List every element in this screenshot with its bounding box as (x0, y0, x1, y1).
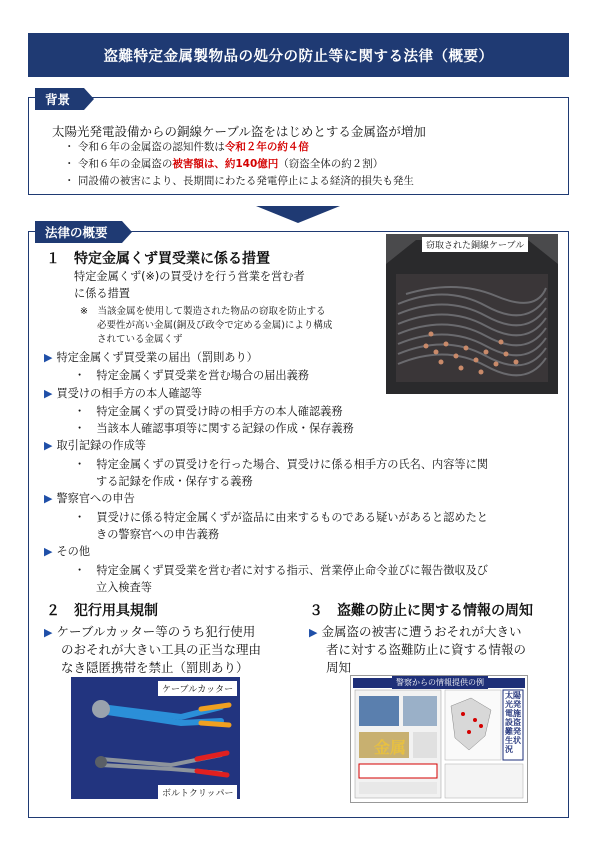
section1-note: ※ 当該金属を使用して製造された物品の窃取を防止する (80, 306, 326, 317)
measure-item: ▶ 警察官への申告 (44, 492, 135, 505)
section1-heading: １ 特定金属くず買受業に係る措置 (46, 251, 270, 267)
background-lead: 太陽光発電設備からの銅線ケーブル盗をはじめとする金属盗が増加 (52, 124, 426, 139)
triangle-bullet-icon: ▶ (44, 492, 53, 505)
poster-title: 警察からの情報提供の例 (392, 676, 488, 689)
triangle-bullet-icon: ▶ (44, 439, 53, 452)
measure-item: ▶ 取引記録の作成等 (44, 439, 146, 452)
section3-text: 周知 (326, 660, 352, 675)
triangle-bullet-icon: ▶ (44, 626, 53, 639)
photo-caption: 窃取された銅線ケーブル (422, 237, 528, 252)
measure-detail: ・ 特定金属くず買受業を営む場合の届出義務 (74, 369, 309, 382)
section1-intro: 特定金属くず(※)の買受けを行う営業を営む者 (74, 270, 305, 283)
stolen-cable-photo (386, 234, 558, 394)
bolt-clipper-label: ボルトクリッパー (158, 785, 237, 800)
measure-detail: ・ 特定金属くず買受業を営む者に対する指示、営業停止命令並びに報告徴収及び (74, 564, 488, 577)
measure-detail: 立入検査等 (96, 581, 152, 594)
page-title: 盗難特定金属製物品の処分の防止等に関する法律（概要） (28, 33, 569, 77)
background-item: ・ 令和６年の金属盗の被害額は、約140億円（窃盗全体の約２割） (64, 158, 384, 170)
triangle-bullet-icon: ▶ (44, 387, 53, 400)
section2-text: なき隠匿携帯を禁止（罰則あり） (61, 660, 249, 675)
section3-heading: ３ 盗難の防止に関する情報の周知 (309, 603, 533, 619)
background-item: ・ 同設備の被害により、長期間にわたる発電停止による経済的損失も発生 (64, 175, 414, 187)
measure-detail: ・ 買受けに係る特定金属くずが盗品に由来するものである疑いがあると認めたと (74, 511, 488, 524)
measure-detail: きの警察官への申告義務 (96, 528, 220, 541)
measure-detail: ・ 特定金属くずの買受けを行った場合、買受けに係る相手方の氏名、内容等に関 (74, 458, 488, 471)
section1-intro: に係る措置 (74, 287, 130, 300)
section1-note: 必要性が高い金属(銅及び政令で定める金属)により構成 (97, 320, 333, 331)
measure-item: ▶ その他 (44, 545, 91, 558)
background-item: ・ 令和６年の金属盗の認知件数は令和２年の約４倍 (64, 141, 309, 153)
measure-item: ▶ 特定金属くず買受業の届出（罰則あり） (44, 351, 258, 364)
background-tab: 背景 (35, 88, 84, 110)
poster-side-text: 太陽光発電施設盗難発生状況 (505, 691, 521, 754)
cable-cutter-label: ケーブルカッター (158, 681, 237, 696)
section2-text: のおそれが大きい工具の正当な理由 (61, 642, 262, 657)
measure-detail: する記録を作成・保存する義務 (96, 475, 253, 488)
measure-item: ▶ 買受けの相手方の本人確認等 (44, 387, 202, 400)
section3-text: ▶ 金属盗の被害に遭うおそれが大きい (309, 624, 522, 639)
section1-note: されている金属くず (97, 334, 183, 345)
triangle-bullet-icon: ▶ (309, 626, 318, 639)
overview-tab: 法律の概要 (35, 221, 122, 243)
section3-text: 者に対する盗難防止に資する情報の (326, 642, 527, 657)
triangle-bullet-icon: ▶ (44, 545, 53, 558)
measure-detail: ・ 当該本人確認事項等に関する記録の作成・保存義務 (74, 422, 354, 435)
section2-text: ▶ ケーブルカッター等のうち犯行使用 (44, 624, 256, 639)
triangle-bullet-icon: ▶ (44, 351, 53, 364)
section2-heading: ２ 犯行用具規制 (46, 603, 158, 619)
down-arrow-icon (256, 206, 340, 223)
poster-big-text: 金属 (374, 738, 407, 757)
measure-detail: ・ 特定金属くずの買受け時の相手方の本人確認義務 (74, 405, 343, 418)
